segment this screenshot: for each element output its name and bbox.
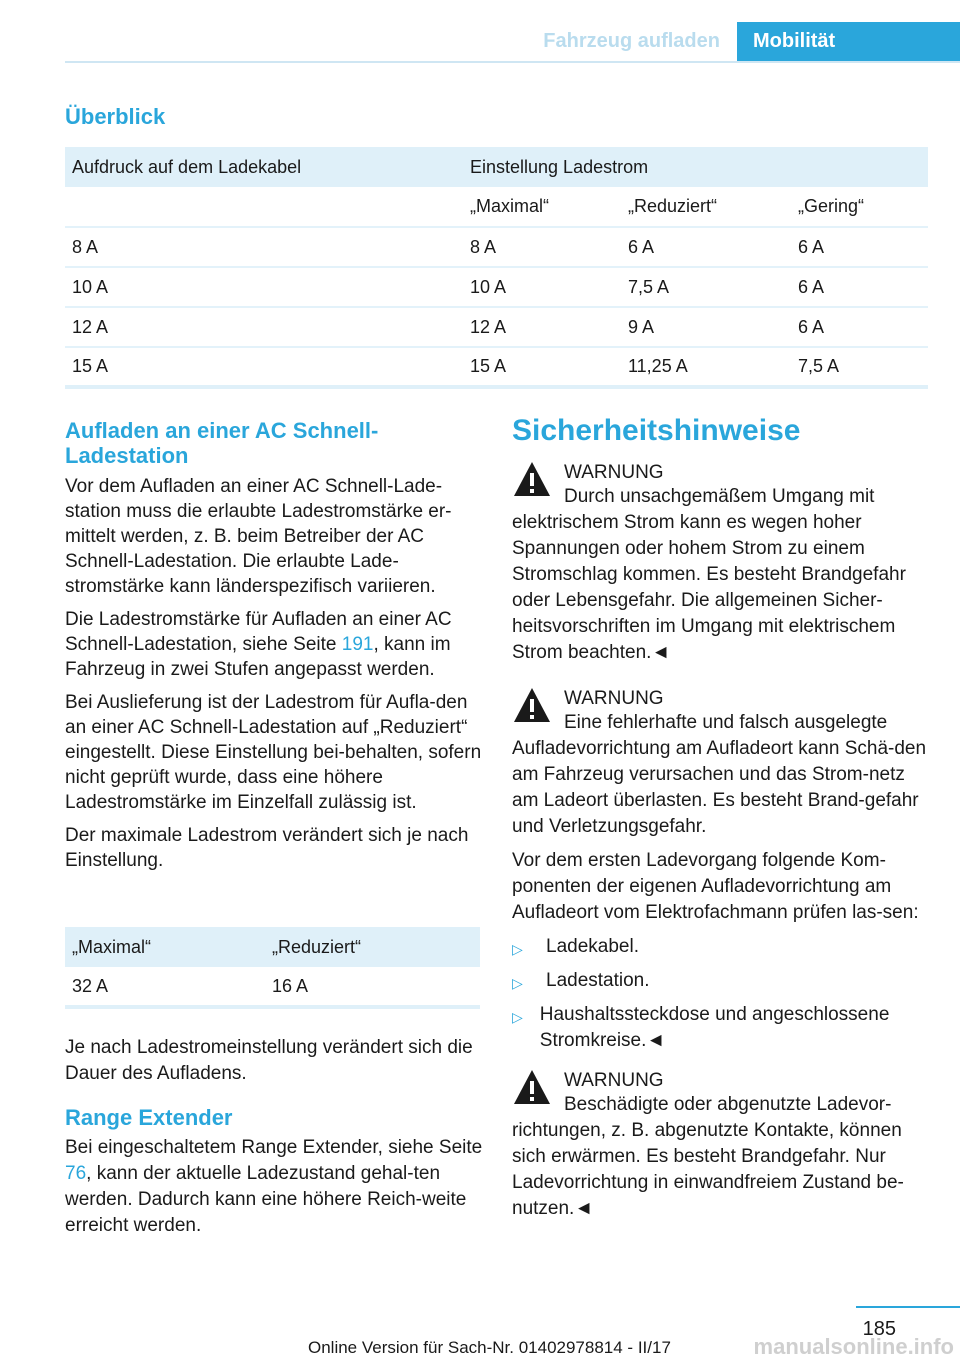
warning-label: WARNUNG bbox=[564, 1070, 664, 1091]
left-column bbox=[65, 418, 483, 881]
safety-heading: Sicherheitshinweise bbox=[512, 414, 801, 447]
list-item: ▷ Ladekabel. bbox=[512, 934, 932, 962]
table-header-reduced: „Reduziert“ bbox=[265, 927, 480, 967]
table-cell: 8 A bbox=[463, 227, 621, 267]
paragraph: Bei eingeschaltetem Range Extender, siehe Seite 76, kann der aktuelle Ladezustand gehal-ten werden. Dadurch kann eine höhere Reich-weite erreicht werden. bbox=[65, 1137, 483, 1236]
table-cell: 12 A bbox=[65, 307, 463, 347]
warning-text: Durch unsachgemäßem Umgang mit elektrischem Strom kann es wegen hoher Spannungen oder hohem Strom zu einem Stromschlag kommen. Es besteht Brandgefahr oder Lebensgefahr. Die allgemeinen Sicher-heitsvorschriften im Umgang mit elektrischem Strom beachten.◄ bbox=[512, 486, 906, 663]
table-cell: 6 A bbox=[621, 227, 791, 267]
table-cell: 6 A bbox=[791, 267, 928, 307]
table-subheader-row bbox=[65, 187, 928, 227]
warning-box bbox=[512, 1066, 932, 1222]
table-row bbox=[65, 347, 928, 387]
table-cell: 6 A bbox=[791, 227, 928, 267]
table-subheader-max: „Maximal“ bbox=[463, 187, 621, 227]
page-link-76[interactable]: 76 bbox=[65, 1163, 87, 1184]
paragraph: Die Ladestromstärke für Aufladen an einer AC Schnell-Ladestation, siehe Seite 191, kann im Fahrzeug in zwei Stufen angepasst werden. bbox=[65, 609, 452, 680]
left-column-bottom bbox=[65, 1035, 483, 1239]
bullet-triangle-icon: ▷ bbox=[512, 1009, 523, 1025]
table-cell: 10 A bbox=[65, 267, 463, 307]
table-cell: 32 A bbox=[65, 967, 265, 1007]
warning-label: WARNUNG bbox=[564, 462, 664, 483]
table-cell: 15 A bbox=[463, 347, 621, 387]
list-item: ▷ Haushaltssteckdose und angeschlossene Stromkreise.◄ bbox=[512, 1002, 932, 1054]
table-row bbox=[65, 267, 928, 307]
table-header-row bbox=[65, 927, 480, 967]
table-cell: 9 A bbox=[621, 307, 791, 347]
table-row bbox=[65, 307, 928, 347]
ac-fast-charging-heading: Aufladen an einer AC Schnell-Ladestation bbox=[65, 418, 379, 468]
charging-current-table bbox=[65, 147, 928, 389]
table-cell: 12 A bbox=[463, 307, 621, 347]
table-cell: 7,5 A bbox=[621, 267, 791, 307]
bullet-triangle-icon: ▷ bbox=[512, 941, 523, 957]
chapter-tab: Mobilität bbox=[737, 22, 960, 62]
warning-icon bbox=[512, 1066, 552, 1110]
header-divider bbox=[65, 61, 960, 63]
table-cell: 10 A bbox=[463, 267, 621, 307]
table-subheader-low: „Gering“ bbox=[791, 187, 928, 227]
table-subheader-reduced: „Reduziert“ bbox=[621, 187, 791, 227]
table-cell: 15 A bbox=[65, 347, 463, 387]
watermark: manualsonline.info bbox=[753, 1334, 954, 1359]
paragraph: Der maximale Ladestrom verändert sich je nach Einstellung. bbox=[65, 825, 469, 871]
page-number-divider bbox=[856, 1306, 960, 1308]
list-item: ▷ Ladestation. bbox=[512, 968, 932, 996]
online-version-note: Online Version für Sach-Nr. 01402978814 - II/17 bbox=[308, 1338, 671, 1357]
section-title: Fahrzeug aufladen bbox=[543, 30, 720, 52]
warning-box bbox=[512, 458, 932, 666]
table-cell: 16 A bbox=[265, 967, 480, 1007]
range-extender-heading: Range Extender bbox=[65, 1105, 233, 1130]
table-row bbox=[65, 227, 928, 267]
page-number: 185 bbox=[862, 1318, 896, 1340]
warning-icon bbox=[512, 684, 552, 728]
warning-text: Eine fehlerhafte und falsch ausgelegte Aufladevorrichtung am Aufladeort kann Schä-den am Fahrzeug verursachen und das Strom-netz am Ladeort überlasten. Es besteht Brand-gefahr und Verletzungsgefahr. bbox=[512, 712, 927, 837]
warning-icon bbox=[512, 458, 552, 502]
table-row bbox=[65, 967, 480, 1007]
paragraph: Bei Auslieferung ist der Ladestrom für Aufla-den an einer AC Schnell-Ladestation auf „Reduziert“ eingestellt. Diese Einstellung bei-behalten, sofern nicht geprüft wurde, dass eine höhere Ladestromstärke im Einzelfall zulässig ist. bbox=[65, 692, 482, 813]
paragraph: Vor dem ersten Ladevorgang folgende Kom-ponenten der eigenen Aufladevorrichtung am Aufladeort vom Elektrofachmann prüfen las-sen: bbox=[512, 850, 919, 923]
page-link-191[interactable]: 191 bbox=[341, 634, 374, 655]
table-cell: 11,25 A bbox=[621, 347, 791, 387]
table-header-setting: Einstellung Ladestrom bbox=[463, 147, 928, 187]
table-header-row bbox=[65, 147, 928, 187]
bullet-triangle-icon: ▷ bbox=[512, 975, 523, 991]
table-cell: 7,5 A bbox=[791, 347, 928, 387]
table-cell: 8 A bbox=[65, 227, 463, 267]
paragraph: Je nach Ladestromeinstellung verändert sich die Dauer des Aufladens. bbox=[65, 1037, 473, 1084]
warning-label: WARNUNG bbox=[564, 688, 664, 709]
table-header-cable: Aufdruck auf dem Ladekabel bbox=[65, 147, 463, 187]
overview-title: Überblick bbox=[65, 104, 166, 129]
warning-box bbox=[512, 684, 932, 840]
table-cell: 6 A bbox=[791, 307, 928, 347]
paragraph: Vor dem Aufladen an einer AC Schnell-Lade-station muss die erlaubte Ladestromstärke er-mittelt werden, z. B. beim Betreiber der AC Schnell-Ladestation. Die erlaubte Lade-stromstärke kann länderspezifisch variieren. bbox=[65, 476, 452, 597]
table-header-max: „Maximal“ bbox=[65, 927, 265, 967]
warning-text: Beschädigte oder abgenutzte Ladevor-richtungen, z. B. abgenutzte Kontakte, können sich erwärmen. Es besteht Brandgefahr. Nur Ladevorrichtung in einwandfreiem Zustand be-nutzen.◄ bbox=[512, 1094, 904, 1219]
max-current-table bbox=[65, 927, 480, 1009]
component-list bbox=[512, 934, 932, 1054]
right-column bbox=[512, 412, 932, 1240]
